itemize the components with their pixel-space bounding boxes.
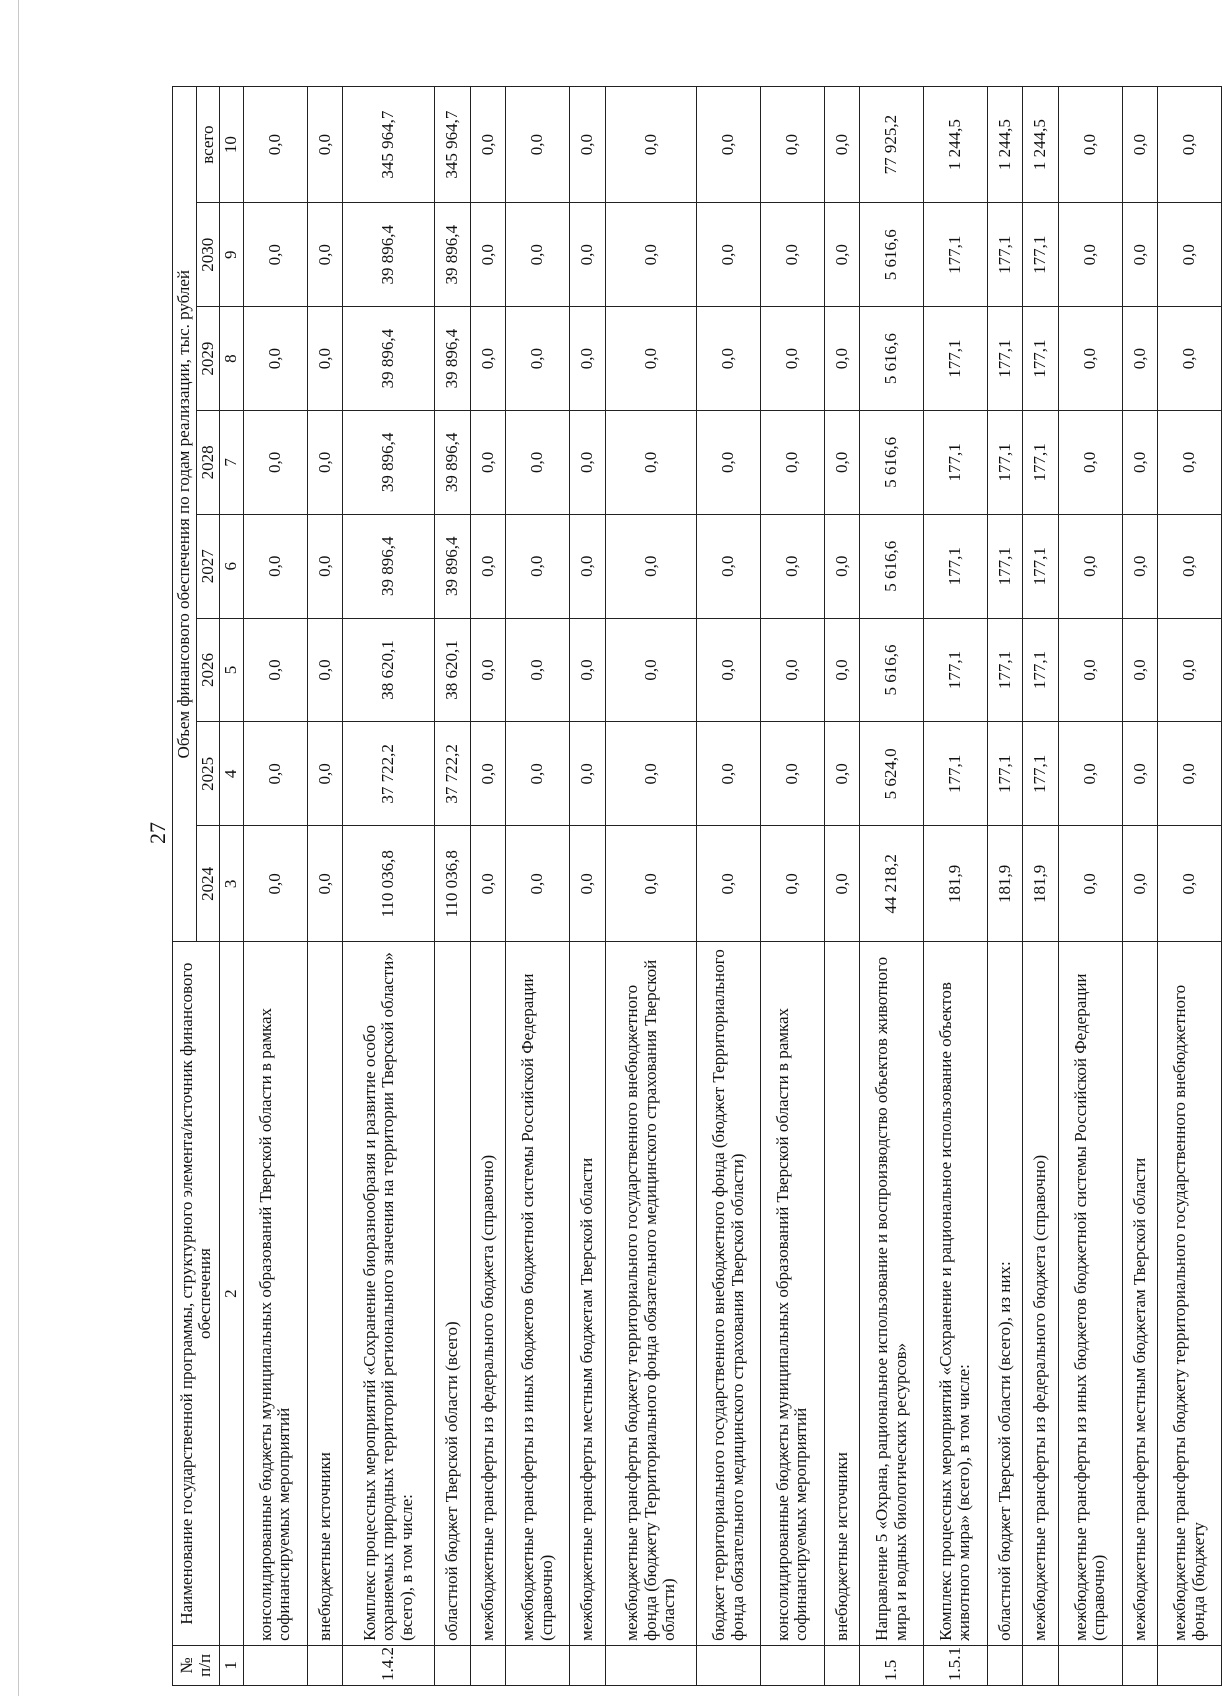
value-cell: 0,0 (1122, 307, 1158, 411)
value-cell: 0,0 (761, 410, 825, 514)
row-name: внебюджетные источники (824, 942, 860, 1645)
value-cell: 0,0 (470, 514, 506, 618)
column-number: 5 (220, 618, 244, 722)
table-row (697, 87, 761, 1686)
value-cell: 39 896,4 (343, 307, 435, 411)
value-cell: 0,0 (1158, 826, 1222, 942)
value-cell: 0,0 (824, 514, 860, 618)
value-cell: 38 620,1 (343, 618, 435, 722)
value-cell: 0,0 (244, 514, 308, 618)
table-row (860, 87, 924, 1686)
value-cell: 0,0 (1058, 826, 1122, 942)
value-cell: 0,0 (470, 87, 506, 203)
row-name: областной бюджет Тверской области (всего) (435, 942, 471, 1645)
table-row (1023, 87, 1059, 1686)
value-cell: 0,0 (1158, 514, 1222, 618)
table-row (761, 87, 825, 1686)
value-cell: 44 218,2 (860, 826, 924, 942)
value-cell: 0,0 (824, 618, 860, 722)
column-number: 6 (220, 514, 244, 618)
value-cell: 0,0 (570, 307, 606, 411)
value-cell: 0,0 (697, 722, 761, 826)
table-row (470, 87, 506, 1686)
column-number: 9 (220, 203, 244, 307)
table-row (1122, 87, 1158, 1686)
row-name: межбюджетные трансферты местным бюджетам Тверской области (570, 942, 606, 1645)
value-cell: 0,0 (506, 203, 570, 307)
rotated-table-container (172, 86, 1222, 1686)
value-cell: 0,0 (1158, 307, 1222, 411)
value-cell: 0,0 (570, 514, 606, 618)
table-row (570, 87, 606, 1686)
row-number (824, 1645, 860, 1685)
value-cell: 345 964,7 (435, 87, 471, 203)
value-cell: 0,0 (824, 87, 860, 203)
value-cell: 39 896,4 (343, 410, 435, 514)
scan-edge (18, 0, 19, 1696)
value-cell: 0,0 (1122, 826, 1158, 942)
value-cell: 0,0 (605, 514, 697, 618)
value-cell: 177,1 (924, 307, 988, 411)
value-cell: 0,0 (506, 722, 570, 826)
value-cell: 0,0 (697, 307, 761, 411)
value-cell: 39 896,4 (435, 307, 471, 411)
table-row (824, 87, 860, 1686)
value-cell: 0,0 (1058, 410, 1122, 514)
value-cell: 0,0 (1058, 87, 1122, 203)
row-name: межбюджетные трансферты из иных бюджетов бюджетной системы Российской Федерации (справочно) (1058, 942, 1122, 1645)
value-cell: 177,1 (987, 307, 1023, 411)
value-cell: 0,0 (244, 618, 308, 722)
value-cell: 0,0 (697, 410, 761, 514)
value-cell: 1 244,5 (924, 87, 988, 203)
value-cell: 0,0 (605, 203, 697, 307)
table-row (605, 87, 697, 1686)
row-number (470, 1645, 506, 1685)
row-name: межбюджетные трансферты из федерального бюджета (справочно) (1023, 942, 1059, 1645)
value-cell: 0,0 (605, 722, 697, 826)
value-cell: 0,0 (824, 826, 860, 942)
value-cell: 0,0 (307, 722, 343, 826)
num-header: № п/п (173, 1645, 220, 1685)
row-name: межбюджетные трансферты бюджету территориального государственного внебюджетного фонда (бюджету (1158, 942, 1222, 1645)
value-cell: 5 616,6 (860, 514, 924, 618)
value-cell: 0,0 (824, 307, 860, 411)
value-cell: 0,0 (470, 410, 506, 514)
column-number: 8 (220, 307, 244, 411)
value-cell: 0,0 (697, 618, 761, 722)
value-cell: 110 036,8 (435, 826, 471, 942)
value-cell: 0,0 (506, 618, 570, 722)
row-number (1023, 1645, 1059, 1685)
row-number (1122, 1645, 1158, 1685)
value-cell: 177,1 (1023, 410, 1059, 514)
row-name: Направление 5 «Охрана, рациональное использование и воспроизводство объектов животного мира и водных биологических ресурсов» (860, 942, 924, 1645)
row-number (307, 1645, 343, 1685)
value-cell: 177,1 (1023, 618, 1059, 722)
value-cell: 0,0 (605, 618, 697, 722)
value-cell: 0,0 (244, 203, 308, 307)
column-number: 7 (220, 410, 244, 514)
value-cell: 5 624,0 (860, 722, 924, 826)
row-name: консолидированные бюджеты муниципальных образований Тверской области в рамках софинансируемых мероприятий (244, 942, 308, 1645)
value-cell: 0,0 (470, 203, 506, 307)
value-cell: 0,0 (506, 826, 570, 942)
value-cell: 5 616,6 (860, 307, 924, 411)
column-number: 4 (220, 722, 244, 826)
value-cell: 0,0 (1122, 618, 1158, 722)
value-cell: 38 620,1 (435, 618, 471, 722)
value-cell: 0,0 (605, 307, 697, 411)
table-row (506, 87, 570, 1686)
value-cell: 110 036,8 (343, 826, 435, 942)
value-cell: 0,0 (1122, 722, 1158, 826)
value-cell: 0,0 (570, 618, 606, 722)
year-header: 2025 (196, 722, 220, 826)
row-number (987, 1645, 1023, 1685)
row-name: межбюджетные трансферты из иных бюджетов бюджетной системы Российской Федерации (справочно) (506, 942, 570, 1645)
value-cell: 345 964,7 (343, 87, 435, 203)
value-cell: 0,0 (1158, 87, 1222, 203)
value-cell: 177,1 (987, 722, 1023, 826)
value-cell: 0,0 (697, 87, 761, 203)
value-cell: 177,1 (924, 203, 988, 307)
name-header: Наименование государственной программы, структурного элемента/источник финансового обеспечения (173, 942, 220, 1645)
value-cell: 0,0 (605, 87, 697, 203)
table-row (307, 87, 343, 1686)
value-cell: 0,0 (470, 826, 506, 942)
value-cell: 39 896,4 (435, 514, 471, 618)
value-cell: 0,0 (824, 203, 860, 307)
column-number: 3 (220, 826, 244, 942)
value-cell: 0,0 (697, 203, 761, 307)
value-cell: 39 896,4 (343, 514, 435, 618)
value-cell: 39 896,4 (343, 203, 435, 307)
value-cell: 0,0 (1158, 410, 1222, 514)
value-cell: 1 244,5 (1023, 87, 1059, 203)
value-cell: 0,0 (697, 514, 761, 618)
value-cell: 0,0 (506, 410, 570, 514)
value-cell: 177,1 (987, 618, 1023, 722)
value-cell: 0,0 (1122, 514, 1158, 618)
value-cell: 37 722,2 (435, 722, 471, 826)
value-cell: 0,0 (1122, 203, 1158, 307)
year-header: 2030 (196, 203, 220, 307)
row-number (761, 1645, 825, 1685)
value-cell: 5 616,6 (860, 410, 924, 514)
row-name: межбюджетные трансферты из федерального бюджета (справочно) (470, 942, 506, 1645)
year-header: 2026 (196, 618, 220, 722)
value-cell: 177,1 (987, 514, 1023, 618)
page-number: 27 (145, 822, 170, 844)
value-cell: 0,0 (761, 722, 825, 826)
row-name: межбюджетные трансферты бюджету территориального государственного внебюджетного фонда (бюджету Территориального фонда обязательного медицинского страхования Тверской области) (605, 942, 697, 1645)
row-name: Комплекс процессных мероприятий «Сохранение биоразнообразия и развитие особо охраняемых природных территорий регионального значения на территории Тверской области» (всего), в том числе: (343, 942, 435, 1645)
value-cell: 0,0 (307, 307, 343, 411)
year-header: всего (196, 87, 220, 203)
row-number (1158, 1645, 1222, 1685)
value-cell: 177,1 (1023, 514, 1059, 618)
value-cell: 181,9 (924, 826, 988, 942)
table-row (1158, 87, 1222, 1686)
row-number (435, 1645, 471, 1685)
value-cell: 0,0 (1158, 618, 1222, 722)
row-name: консолидированные бюджеты муниципальных образований Тверской области в рамках софинансируемых мероприятий (761, 942, 825, 1645)
table-row (244, 87, 308, 1686)
value-cell: 0,0 (307, 514, 343, 618)
value-cell: 177,1 (987, 410, 1023, 514)
row-number: 1.5 (860, 1645, 924, 1685)
value-cell: 0,0 (307, 203, 343, 307)
value-cell: 0,0 (244, 307, 308, 411)
value-cell: 0,0 (824, 410, 860, 514)
value-cell: 0,0 (761, 514, 825, 618)
row-name: внебюджетные источники (307, 942, 343, 1645)
value-cell: 0,0 (761, 203, 825, 307)
value-cell: 0,0 (506, 87, 570, 203)
value-cell: 0,0 (470, 307, 506, 411)
column-numbers-row (220, 87, 244, 1686)
table-row (987, 87, 1023, 1686)
value-cell: 181,9 (1023, 826, 1059, 942)
value-cell: 0,0 (470, 618, 506, 722)
year-header: 2028 (196, 410, 220, 514)
value-cell: 177,1 (924, 618, 988, 722)
row-number (697, 1645, 761, 1685)
table-row (924, 87, 988, 1686)
row-name: областной бюджет Тверской области (всего), из них: (987, 942, 1023, 1645)
column-number: 2 (220, 942, 244, 1645)
value-cell: 0,0 (1058, 307, 1122, 411)
value-cell: 177,1 (924, 722, 988, 826)
value-cell: 0,0 (761, 307, 825, 411)
funding-header: Объем финансового обеспечения по годам реализации, тыс. рублей (173, 87, 197, 942)
value-cell: 0,0 (307, 618, 343, 722)
year-header: 2029 (196, 307, 220, 411)
value-cell: 0,0 (824, 722, 860, 826)
row-name: Комплекс процессных мероприятий «Сохранение и рациональное использование объектов животного мира» (всего), в том числе: (924, 942, 988, 1645)
value-cell: 77 925,2 (860, 87, 924, 203)
table-body (244, 87, 1222, 1686)
row-number (605, 1645, 697, 1685)
value-cell: 0,0 (307, 410, 343, 514)
header-row-1 (173, 87, 197, 1686)
value-cell: 39 896,4 (435, 410, 471, 514)
value-cell: 0,0 (244, 826, 308, 942)
value-cell: 0,0 (244, 722, 308, 826)
value-cell: 0,0 (506, 307, 570, 411)
column-number: 10 (220, 87, 244, 203)
value-cell: 0,0 (244, 410, 308, 514)
value-cell: 0,0 (570, 410, 606, 514)
value-cell: 0,0 (761, 826, 825, 942)
value-cell: 181,9 (987, 826, 1023, 942)
value-cell: 177,1 (1023, 722, 1059, 826)
value-cell: 0,0 (761, 87, 825, 203)
value-cell: 0,0 (605, 826, 697, 942)
row-number: 1.4.2 (343, 1645, 435, 1685)
value-cell: 0,0 (1058, 203, 1122, 307)
value-cell: 0,0 (244, 87, 308, 203)
row-number (570, 1645, 606, 1685)
value-cell: 177,1 (1023, 307, 1059, 411)
value-cell: 177,1 (1023, 203, 1059, 307)
value-cell: 0,0 (307, 826, 343, 942)
value-cell: 0,0 (1122, 410, 1158, 514)
column-number: 1 (220, 1645, 244, 1685)
value-cell: 0,0 (1058, 722, 1122, 826)
value-cell: 5 616,6 (860, 203, 924, 307)
value-cell: 0,0 (570, 826, 606, 942)
value-cell: 0,0 (605, 410, 697, 514)
table-row (1058, 87, 1122, 1686)
value-cell: 0,0 (1058, 618, 1122, 722)
value-cell: 0,0 (1058, 514, 1122, 618)
value-cell: 5 616,6 (860, 618, 924, 722)
row-number: 1.5.1 (924, 1645, 988, 1685)
value-cell: 0,0 (506, 514, 570, 618)
year-header: 2024 (196, 826, 220, 942)
value-cell: 177,1 (987, 203, 1023, 307)
year-header: 2027 (196, 514, 220, 618)
value-cell: 0,0 (570, 87, 606, 203)
value-cell: 0,0 (570, 722, 606, 826)
table-row (435, 87, 471, 1686)
row-number (506, 1645, 570, 1685)
value-cell: 177,1 (924, 410, 988, 514)
value-cell: 0,0 (307, 87, 343, 203)
value-cell: 1 244,5 (987, 87, 1023, 203)
financing-table (172, 86, 1222, 1686)
value-cell: 0,0 (761, 618, 825, 722)
value-cell: 39 896,4 (435, 203, 471, 307)
value-cell: 177,1 (924, 514, 988, 618)
value-cell: 0,0 (1158, 203, 1222, 307)
value-cell: 0,0 (1158, 722, 1222, 826)
value-cell: 0,0 (470, 722, 506, 826)
value-cell: 0,0 (570, 203, 606, 307)
row-name: межбюджетные трансферты местным бюджетам Тверской области (1122, 942, 1158, 1645)
value-cell: 0,0 (697, 826, 761, 942)
value-cell: 0,0 (1122, 87, 1158, 203)
row-name: бюджет территориального государственного внебюджетного фонда (бюджет Территориального фонда обязательного медицинского страхования Тверской области) (697, 942, 761, 1645)
row-number (1058, 1645, 1122, 1685)
row-number (244, 1645, 308, 1685)
table-row (343, 87, 435, 1686)
value-cell: 37 722,2 (343, 722, 435, 826)
